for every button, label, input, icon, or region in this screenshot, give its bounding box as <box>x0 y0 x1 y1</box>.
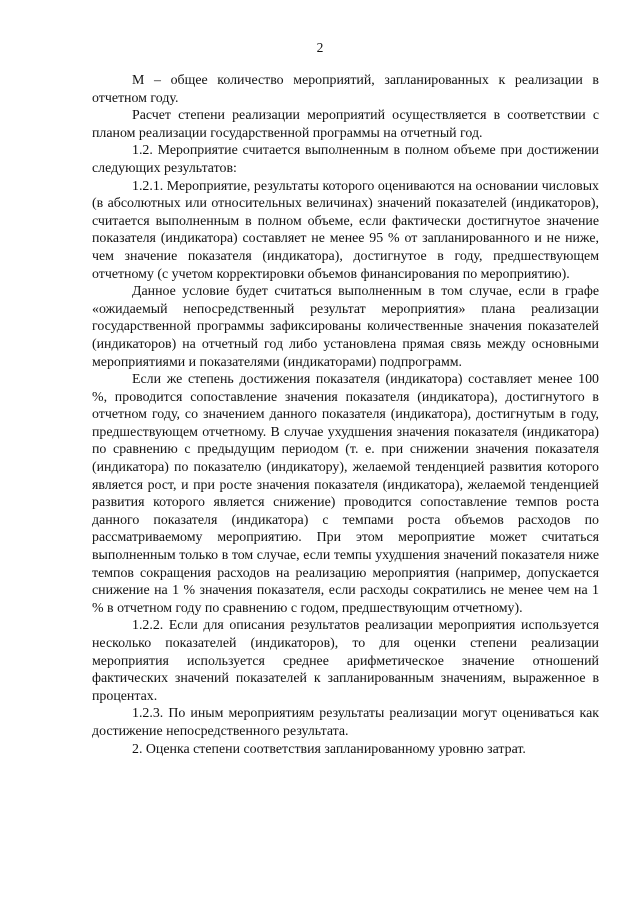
paragraph-2: 2. Оценка степени соответствия запланированному уровню затрат. <box>132 741 526 757</box>
paragraph-m-definition: M – общее количество мероприятий, запланированных к реализации в отчетном году. <box>92 73 599 106</box>
paragraph-condition: Данное условие будет считаться выполненным в том случае, если в графе «ожидаемый непосредственный результат мероприятия» плана реализации государственной программы зафиксированы количественные значения показателей (индикаторов) на отчетный год либо установлена прямая связь между основными мероприятиями и показателями (индикаторами) подпрограмм. <box>92 284 599 370</box>
paragraph-1-2-1: 1.2.1. Мероприятие, результаты которого оцениваются на основании числовых (в абсолютных или относительных величинах) значений показателей (индикаторов), считается выполненным в полном объеме, если фактически достигнутое значение показателя (индикатора) составляет не менее 95 % от запланированного и не ниже, чем значение показателя (индикатора), достигнутое в году, предшествующем отчетному (с учетом корректировки объемов финансирования по мероприятию). <box>92 178 599 282</box>
page-number: 2 <box>316 40 324 55</box>
paragraph-calculation: Расчет степени реализации мероприятий осуществляется в соответствии с планом реализации государственной программы на отчетный год. <box>92 108 599 141</box>
document-body <box>92 72 599 758</box>
paragraph-degree-comparison: Если же степень достижения показателя (индикатора) составляет менее 100 %, проводится сопоставление значения показателя (индикатора), достигнутого в отчетном году, со значением данного показателя (индикатора), достигнутым в году, предшествующем отчетному. В случае ухудшения значения показателя (индикатора) по сравнению с предыдущим периодом (т. е. при снижении значения показателя (индикатора) по показателю (индикатору), желаемой тенденцией развития которого является рост, и при росте значения показателя (индикатора), желаемой тенденцией развития которого является снижение) проводится сопоставление темпов роста данного показателя (индикатора) с темпами роста объемов расходов по рассматриваемому мероприятию. При этом мероприятие может считаться выполненным только в том случае, если темпы ухудшения значений показателя ниже темпов сокращения расходов на реализацию мероприятия (например, допускается снижение на 1 % значения показателя, если расходы сократились не менее чем на 1 % в отчетном году по сравнению с годом, предшествующим отчетному). <box>92 372 599 616</box>
paragraph-1-2-3: 1.2.3. По иным мероприятиям результаты реализации могут оцениваться как достижение непосредственного результата. <box>92 706 599 739</box>
paragraph-1-2: 1.2. Мероприятие считается выполненным в полном объеме при достижении следующих результатов: <box>92 143 599 176</box>
paragraph-1-2-2: 1.2.2. Если для описания результатов реализации мероприятия используется несколько показателей (индикаторов), то для оценки степени реализации мероприятия используется среднее арифметическое значение отношений фактических значений показателей к запланированным значениям, выраженное в процентах. <box>92 618 599 704</box>
